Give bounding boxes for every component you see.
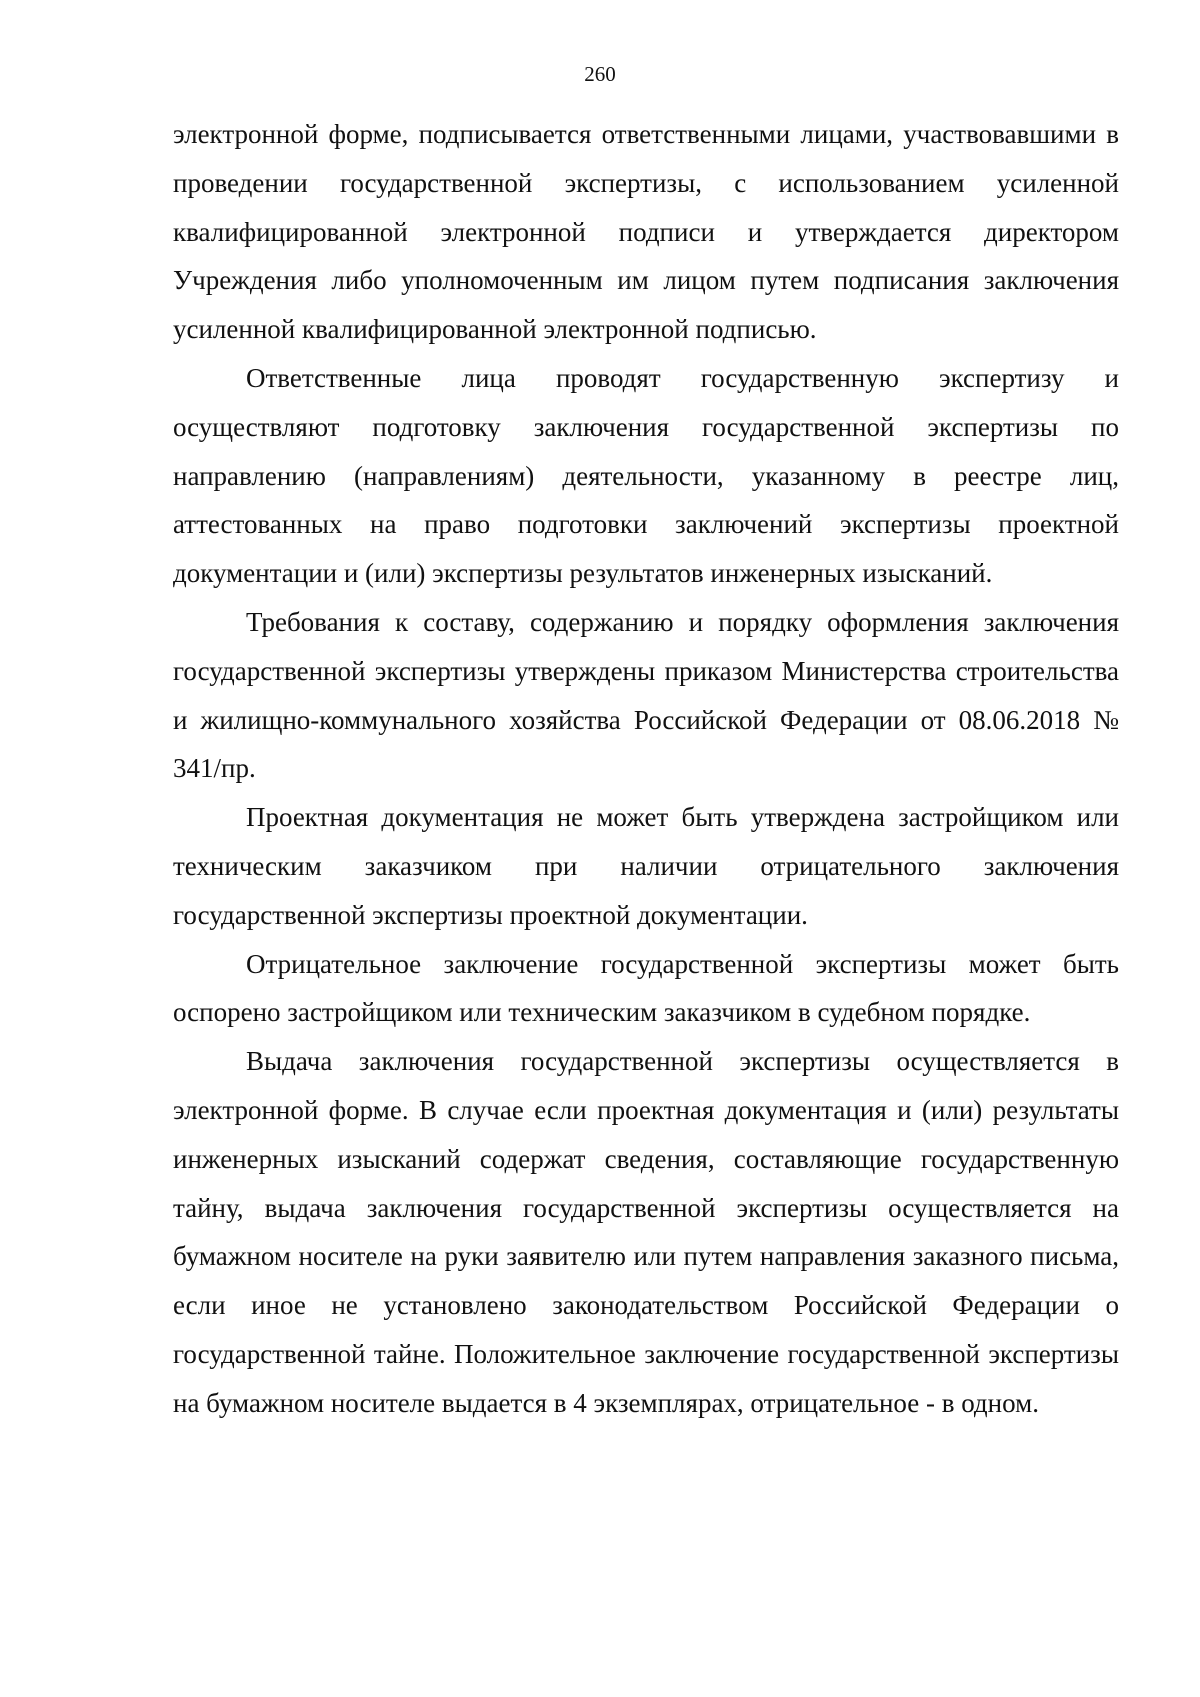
paragraph-appeal: Отрицательное заключение государственной экспертизы может быть оспорено застройщиком или техническим заказчиком в судебном порядке. [173,948,1119,1028]
paragraph-approval-restriction: Проектная документация не может быть утверждена застройщиком или техническим заказчиком при наличии отрицательного заключения государственной экспертизы проектной документации. [173,802,1119,930]
paragraph-issuance: Выдача заключения государственной экспертизы осуществляется в электронной форме. В случае если проектная документация и (или) результаты инженерных изысканий содержат сведения, составляющие государственную тайну, выдача заключения государственной экспертизы осуществляется на бумажном носителе на руки заявителю или путем направления заказного письма, если иное не установлено законодательством Российской Федерации о государственной тайне. Положительное заключение государственной экспертизы на бумажном носителе выдается в 4 экземплярах, отрицательное - в одном. [173,1046,1119,1418]
document-body [173,110,1119,1428]
paragraph-responsible-persons: Ответственные лица проводят государственную экспертизу и осуществляют подготовку заключения государственной экспертизы по направлению (направлениям) деятельности, указанному в реестре лиц, аттестованных на право подготовки заключений экспертизы проектной документации и (или) экспертизы результатов инженерных изысканий. [173,362,1119,589]
paragraph-requirements: Требования к составу, содержанию и порядку оформления заключения государственной экспертизы утверждены приказом Министерства строительства и жилищно-коммунального хозяйства Российской Федерации от 08.06.2018 № 341/пр. [173,606,1119,784]
paragraph-continuation: электронной форме, подписывается ответственными лицами, участвовавшими в проведении государственной экспертизы, с использованием усиленной квалифицированной электронной подписи и утверждается директором Учреждения либо уполномоченным им лицом путем подписания заключения усиленной квалифицированной электронной подписью. [173,119,1119,345]
page-number: 260 [584,62,616,86]
